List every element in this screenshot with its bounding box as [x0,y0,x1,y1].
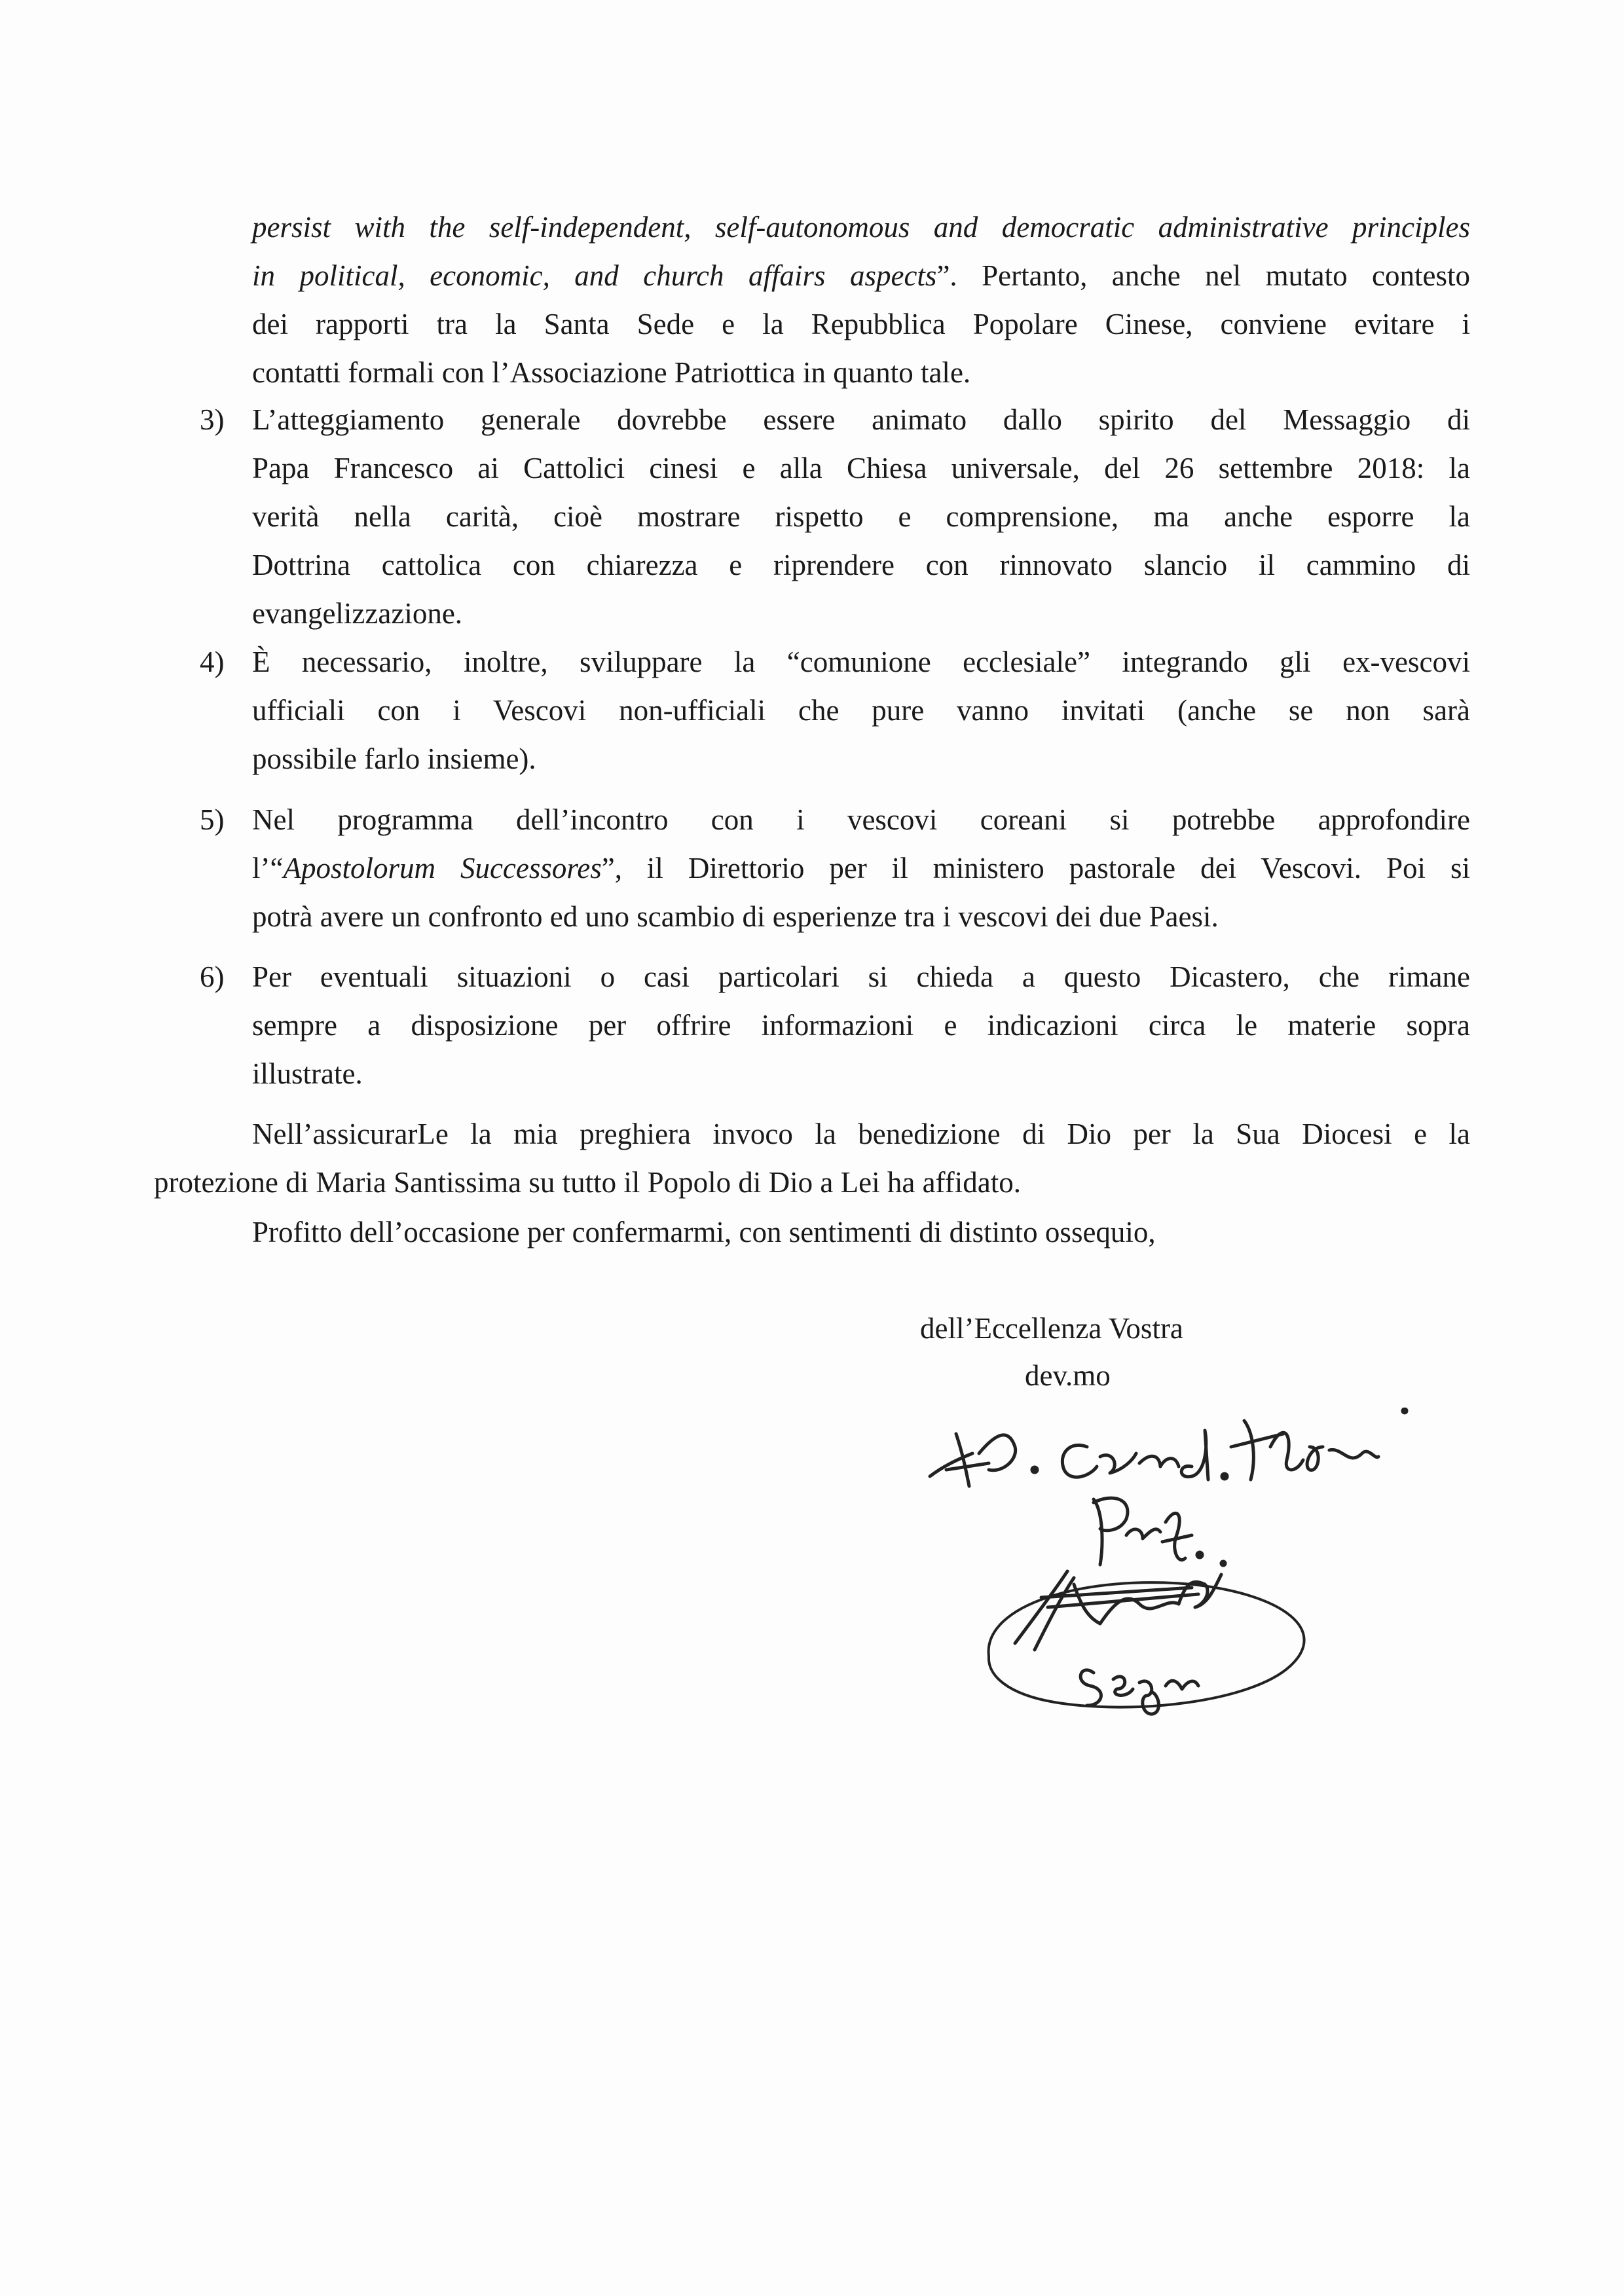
valediction-line-1: dell’Eccellenza Vostra [920,1312,1183,1345]
intro-line-2-italic: in political, economic, and church affairs aspects [252,259,937,292]
item-4-line-3: possibile farlo insieme). [252,742,536,775]
item-5-line-1: Nel programma dell’incontro con i vescovi coreani si potrebbe approfondire [252,803,1470,836]
item-5-line-3: potrà avere un confronto ed uno scambio di esperienze tra i vescovi dei due Paesi. [252,900,1219,933]
item-4-paragraph [252,638,1470,783]
item-4-number: 4) [200,646,225,678]
item-3-line-4: Dottrina cattolica con chiarezza e riprendere con rinnovato slancio il cammino di [252,549,1470,581]
item-6-line-3: illustrate. [252,1057,363,1090]
item-3-line-3: verità nella carità, cioè mostrare rispetto e comprensione, ma anche esporre la [252,500,1470,533]
item-3-line-1: L’atteggiamento generale dovrebbe essere animato dallo spirito del Messaggio di [252,403,1470,436]
intro-line-2 [252,251,1470,300]
intro-line-2-rest: ”. Pertanto, anche nel mutato contesto [936,259,1470,292]
item-4-line-1: È necessario, inoltre, sviluppare la “comunione ecclesiale” integrando gli ex-vescovi [252,646,1470,678]
valediction-line-2: dev.mo [1025,1359,1111,1392]
item-5-line-2 [252,844,1470,892]
item-3-line-5: evangelizzazione. [252,597,463,630]
item-6-line-2: sempre a disposizione per offrire informazioni e indicazioni circa le materie sopra [252,1009,1470,1042]
item-3-line-2: Papa Francesco ai Cattolici cinesi e alla Chiesa universale, del 26 settembre 2018: la [252,452,1470,484]
item-6-line-1: Per eventuali situazioni o casi particolari si chieda a questo Dicastero, che rimane [252,960,1470,993]
item-3-number: 3) [200,403,225,436]
intro-line-4: contatti formali con l’Associazione Patriottica in quanto tale. [252,356,971,389]
item-6-number: 6) [200,960,225,993]
item-5-number: 5) [200,803,225,836]
intro-line-3: dei rapporti tra la Santa Sede e la Repubblica Popolare Cinese, conviene evitare i [252,308,1470,340]
closing-sentence: Profitto dell’occasione per confermarmi, con sentimenti di distinto ossequio, [252,1216,1156,1248]
item-5-line-2-pre: l’“ [252,852,284,884]
item-6-paragraph [252,953,1470,1098]
intro-line-1: persist with the self-independent, self-autonomous and democratic administrative principles [252,211,1470,244]
apostolorum-successores-title: Apostolorum Successores [283,852,602,884]
blessing-line-2: protezione di Maria Santissima su tutto il Popolo di Dio a Lei ha affidato. [154,1166,1021,1199]
blessing-line-1: Nell’assicurarLe la mia preghiera invoco la benedizione di Dio per la Sua Diocesi e la [252,1118,1470,1150]
item-5-paragraph [252,795,1470,941]
handwritten-signature [917,1408,1414,1722]
item-4-line-2: ufficiali con i Vescovi non-ufficiali che pure vanno invitati (anche se non sarà [252,694,1470,727]
item-5-line-2-post: ”, il Direttorio per il ministero pastorale dei Vescovi. Poi si [601,852,1470,884]
blessing-paragraph [154,1110,1470,1207]
intro-paragraph [252,203,1470,397]
item-3-paragraph [252,395,1470,638]
